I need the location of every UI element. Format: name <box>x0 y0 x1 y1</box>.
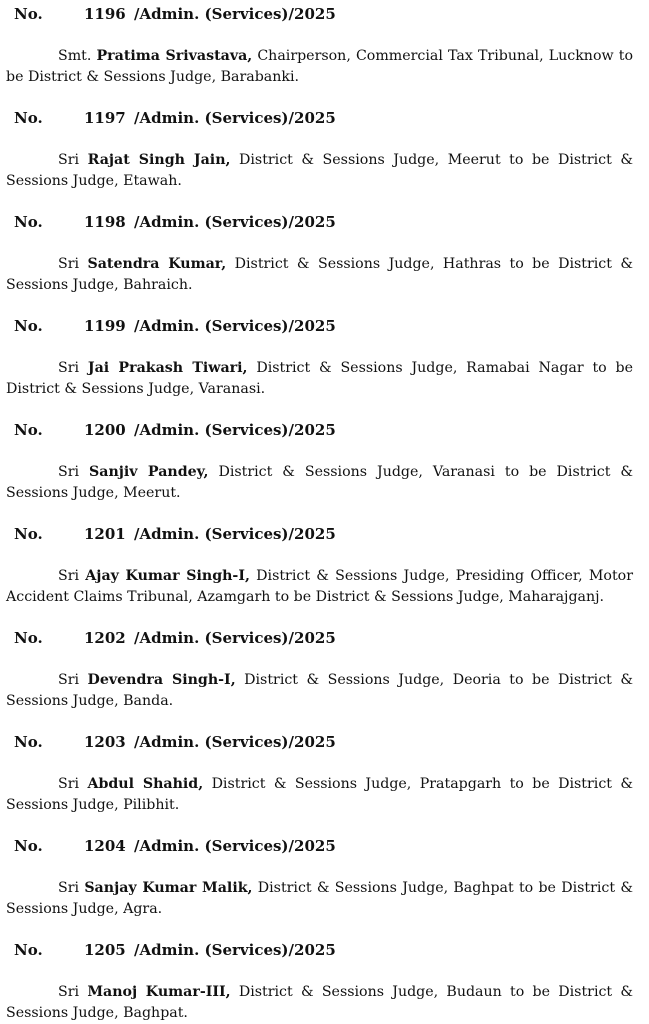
order-body <box>6 982 633 1024</box>
officer-name: Jai Prakash Tiwari, <box>87 360 248 376</box>
order-reference: /Admin. (Services)/2025 <box>134 733 336 751</box>
officer-title: Sri <box>58 880 80 896</box>
order-number: 1204 <box>84 837 126 855</box>
order-number: 1198 <box>84 213 126 231</box>
order-number-line <box>14 524 336 544</box>
order-number-line <box>14 732 336 752</box>
order-number: 1196 <box>84 5 126 23</box>
officer-name: Abdul Shahid, <box>87 776 204 792</box>
officer-title: Sri <box>58 672 80 688</box>
order-number-line <box>14 4 336 24</box>
order-no-label: No. <box>14 837 43 855</box>
order-number: 1201 <box>84 525 126 543</box>
officer-title: Sri <box>58 776 80 792</box>
order-number-line <box>14 836 336 856</box>
order-number-line <box>14 940 336 960</box>
order-number: 1199 <box>84 317 126 335</box>
officer-title: Sri <box>58 464 80 480</box>
order-reference: /Admin. (Services)/2025 <box>134 421 336 439</box>
order-reference: /Admin. (Services)/2025 <box>134 629 336 647</box>
order-body <box>6 358 633 400</box>
officer-title: Sri <box>58 360 80 376</box>
order-number: 1197 <box>84 109 126 127</box>
order-reference: /Admin. (Services)/2025 <box>134 525 336 543</box>
order-no-label: No. <box>14 109 43 127</box>
order-body <box>6 670 633 712</box>
order-no-label: No. <box>14 5 43 23</box>
order-text: District & Sessions Judge, Ramabai Nagar to be District & Sessions Judge, Varanasi. <box>6 360 634 397</box>
order-number-line <box>14 212 336 232</box>
order-text: District & Sessions Judge, Hathras to be District & Sessions Judge, Bahraich. <box>6 256 634 293</box>
order-body <box>6 254 633 296</box>
order-no-label: No. <box>14 213 43 231</box>
order-number-line <box>14 628 336 648</box>
officer-name: Pratima Srivastava, <box>96 48 253 64</box>
officer-name: Rajat Singh Jain, <box>87 152 231 168</box>
order-number: 1202 <box>84 629 126 647</box>
order-no-label: No. <box>14 733 43 751</box>
order-body <box>6 46 633 88</box>
order-no-label: No. <box>14 421 43 439</box>
order-text: District & Sessions Judge, Pratapgarh to be District & Sessions Judge, Pilibhit. <box>6 776 634 813</box>
order-text: District & Sessions Judge, Budaun to be District & Sessions Judge, Baghpat. <box>6 984 634 1021</box>
order-no-label: No. <box>14 941 43 959</box>
order-text: District & Sessions Judge, Varanasi to be District & Sessions Judge, Meerut. <box>6 464 633 501</box>
officer-title: Sri <box>58 568 80 584</box>
order-number-line <box>14 420 336 440</box>
officer-name: Devendra Singh-I, <box>87 672 236 688</box>
order-number: 1200 <box>84 421 126 439</box>
order-text: District & Sessions Judge, Deoria to be District & Sessions Judge, Banda. <box>6 672 633 709</box>
order-body <box>6 566 633 608</box>
order-text: District & Sessions Judge, Meerut to be District & Sessions Judge, Etawah. <box>6 152 633 189</box>
order-text: Chairperson, Commercial Tax Tribunal, Lucknow to be District & Sessions Judge, Barabanki. <box>6 48 633 85</box>
officer-name: Sanjiv Pandey, <box>89 464 209 480</box>
order-number-line <box>14 108 336 128</box>
order-no-label: No. <box>14 525 43 543</box>
order-number-line <box>14 316 336 336</box>
order-reference: /Admin. (Services)/2025 <box>134 109 336 127</box>
order-number: 1205 <box>84 941 126 959</box>
order-no-label: No. <box>14 629 43 647</box>
order-reference: /Admin. (Services)/2025 <box>134 213 336 231</box>
officer-title: Sri <box>58 984 80 1000</box>
order-text: District & Sessions Judge, Baghpat to be District & Sessions Judge, Agra. <box>6 880 633 917</box>
order-reference: /Admin. (Services)/2025 <box>134 941 336 959</box>
order-text: District & Sessions Judge, Presiding Officer, Motor Accident Claims Tribunal, Azamgarh to be District & Sessions Judge, Maharajganj. <box>6 568 633 605</box>
officer-title: Sri <box>58 152 80 168</box>
order-body <box>6 462 633 504</box>
order-reference: /Admin. (Services)/2025 <box>134 5 336 23</box>
order-reference: /Admin. (Services)/2025 <box>134 837 336 855</box>
order-no-label: No. <box>14 317 43 335</box>
officer-name: Satendra Kumar, <box>87 256 227 272</box>
order-body <box>6 774 633 816</box>
officer-name: Sanjay Kumar Malik, <box>84 880 253 896</box>
order-reference: /Admin. (Services)/2025 <box>134 317 336 335</box>
order-number: 1203 <box>84 733 126 751</box>
officer-name: Manoj Kumar-III, <box>87 984 231 1000</box>
officer-title: Sri <box>58 256 80 272</box>
order-body <box>6 150 633 192</box>
officer-name: Ajay Kumar Singh-I, <box>85 568 250 584</box>
order-body <box>6 878 633 920</box>
officer-title: Smt. <box>58 48 92 64</box>
